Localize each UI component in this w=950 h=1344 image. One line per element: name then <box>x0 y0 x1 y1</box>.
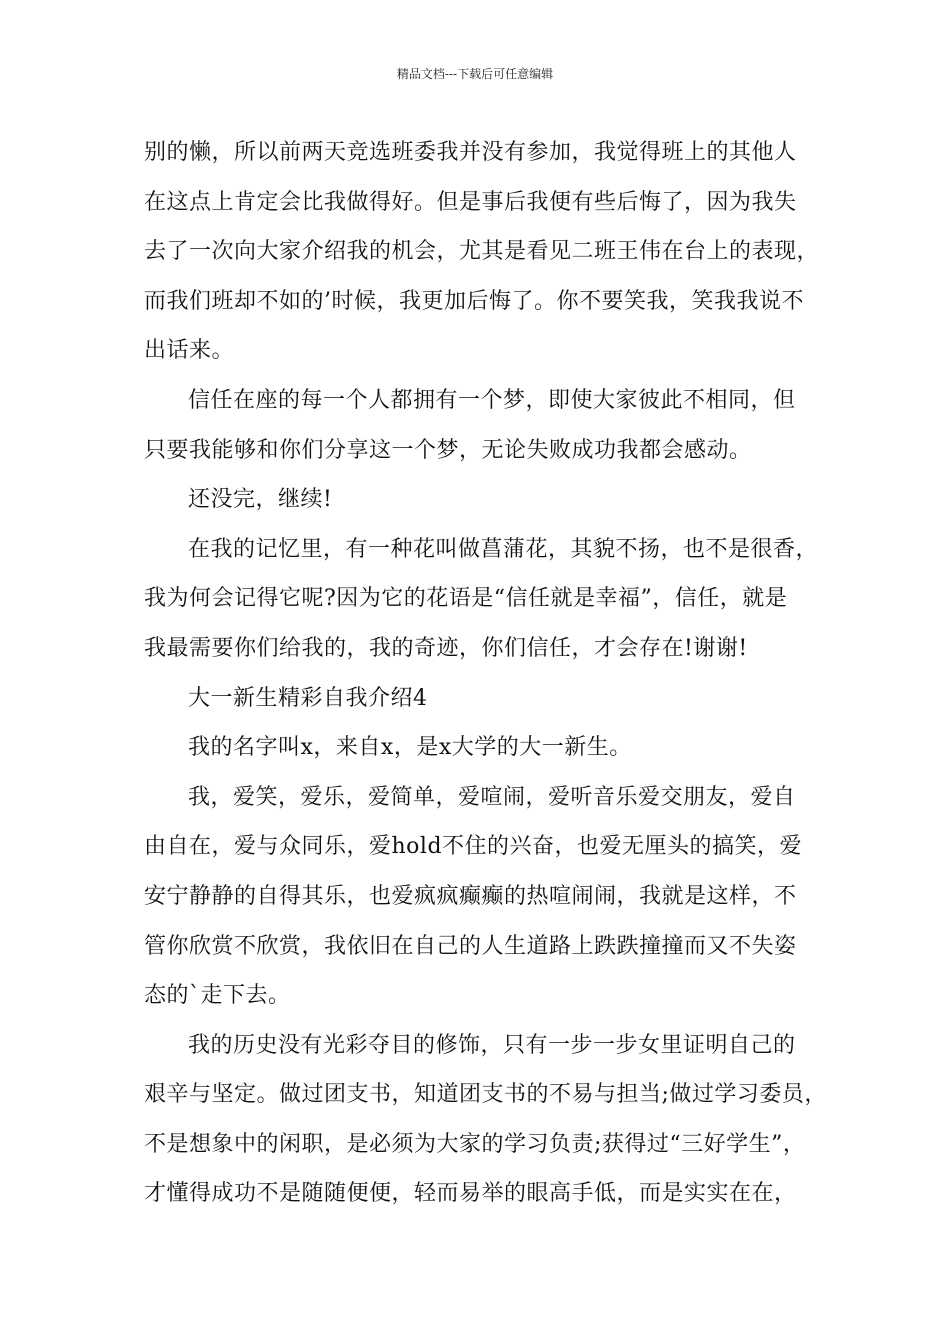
text-line: 我的历史没有光彩夺目的修饰，只有一步一步女里证明自己的 <box>188 1032 796 1058</box>
text-line: 我最需要你们给我的，我的奇迹，你们信任，才会存在!谢谢! <box>144 635 748 661</box>
text-line: 在我的记忆里，有一种花叫做菖蒲花，其貌不扬，也不是很香， <box>188 536 819 562</box>
text-line: 我，爱笑，爱乐，爱简单，爱喧闹，爱听音乐爱交朋友，爱自 <box>188 784 796 810</box>
text-line: 艰辛与坚定。做过团支书，知道团支书的不易与担当;做过学习委员， <box>144 1082 827 1108</box>
text-line: 信任在座的每一个人都拥有一个梦，即使大家彼此不相同，但 <box>188 387 796 413</box>
text-line: 去了一次向大家介绍我的机会，尤其是看见二班王伟在台上的表现， <box>144 239 820 265</box>
text-line: 出话来。 <box>144 338 235 364</box>
text-line: 我的名字叫x，来自x，是x大学的大一新生。 <box>188 735 632 761</box>
text-line: 管你欣赏不欣赏，我依旧在自己的人生道路上跌跌撞撞而又不失姿 <box>144 933 797 959</box>
document-body <box>144 128 844 1219</box>
text-line: 安宁静静的自得其乐，也爱疯疯癫癫的热喧闹闹，我就是这样，不 <box>144 883 797 909</box>
text-line: 不是想象中的闲职，是必须为大家的学习负责;获得过“三好学生”， <box>144 1131 806 1157</box>
text-line: 由自在，爱与众同乐，爱hold不住的兴奋，也爱无厘头的搞笑，爱 <box>144 834 803 860</box>
text-line: 而我们班却不如的’时候，我更加后悔了。你不要笑我，笑我我说不 <box>144 288 804 314</box>
text-line: 态的`走下去。 <box>144 983 291 1009</box>
text-line: 别的懒，所以前两天竞选班委我并没有参加，我觉得班上的其他人 <box>144 140 797 165</box>
text-line: 我为何会记得它呢?因为它的花语是“信任就是幸福”，信任，就是 <box>144 586 788 612</box>
text-line: 还没完，继续! <box>188 487 333 513</box>
section-heading: 大一新生精彩自我介绍4 <box>188 685 428 711</box>
text-line: 在这点上肯定会比我做得好。但是事后我便有些后悔了，因为我失 <box>144 189 797 215</box>
text-line: 只要我能够和你们分享这一个梦，无论失败成功我都会感动。 <box>144 437 752 463</box>
page-header: 精品文档---下载后可任意编辑 <box>396 67 554 81</box>
text-line: 才懂得成功不是随随便便，轻而易举的眼高手低，而是实实在在， <box>144 1181 797 1207</box>
